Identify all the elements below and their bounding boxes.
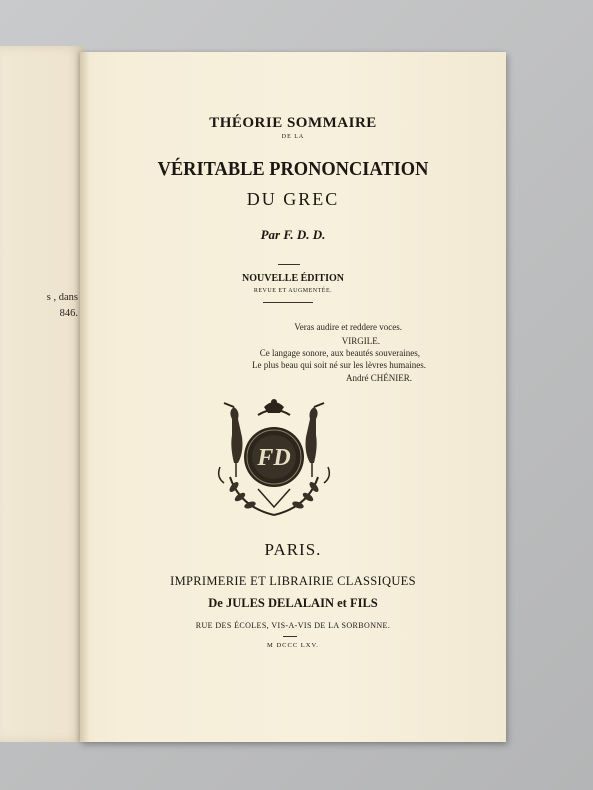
spine-shadow: [80, 52, 90, 742]
emblem-monogram: FD: [257, 445, 291, 471]
edition-label: NOUVELLE ÉDITION: [242, 273, 344, 284]
epigraph-french-1: Ce langage sonore, aux beautés souveraines,: [259, 348, 420, 358]
title-page: [80, 52, 506, 742]
left-page-text-line-1: s , dans: [46, 292, 78, 303]
imprint-line-1: IMPRIMERIE ET LIBRAIRIE CLASSIQUES: [170, 574, 416, 588]
imprint-publisher: De JULES DELALAIN et FILS: [208, 596, 378, 610]
epigraph-latin: Veras audire et reddere voces.: [294, 322, 402, 332]
divider-rule: [263, 302, 313, 303]
imprint-year: M DCCC LXV.: [267, 642, 319, 649]
title-line-2: VÉRITABLE PRONONCIATION: [157, 158, 429, 180]
printer-emblem-icon: [210, 397, 338, 522]
imprint-city: PARIS.: [264, 540, 322, 559]
divider-rule: [283, 636, 297, 637]
left-page: [0, 46, 84, 742]
title-line-1: THÉORIE SOMMAIRE: [209, 115, 377, 131]
title-line-3: DU GREC: [246, 189, 340, 209]
epigraph-french-author: André CHÉNIER.: [346, 373, 412, 383]
left-page-text-line-2: 846.: [59, 308, 78, 319]
divider-rule: [278, 264, 300, 265]
imprint-address: RUE DES ÉCOLES, VIS-A-VIS DE LA SORBONNE.: [195, 621, 391, 630]
epigraph-latin-author: VIRGILE.: [341, 336, 380, 346]
epigraph-french-2: Le plus beau qui soit né sur les lèvres humaines.: [252, 360, 426, 370]
author-line: Par F. D. D.: [260, 227, 326, 242]
title-connector: DE LA: [281, 134, 305, 140]
edition-sub: REVUE ET AUGMENTÉE.: [253, 288, 333, 294]
